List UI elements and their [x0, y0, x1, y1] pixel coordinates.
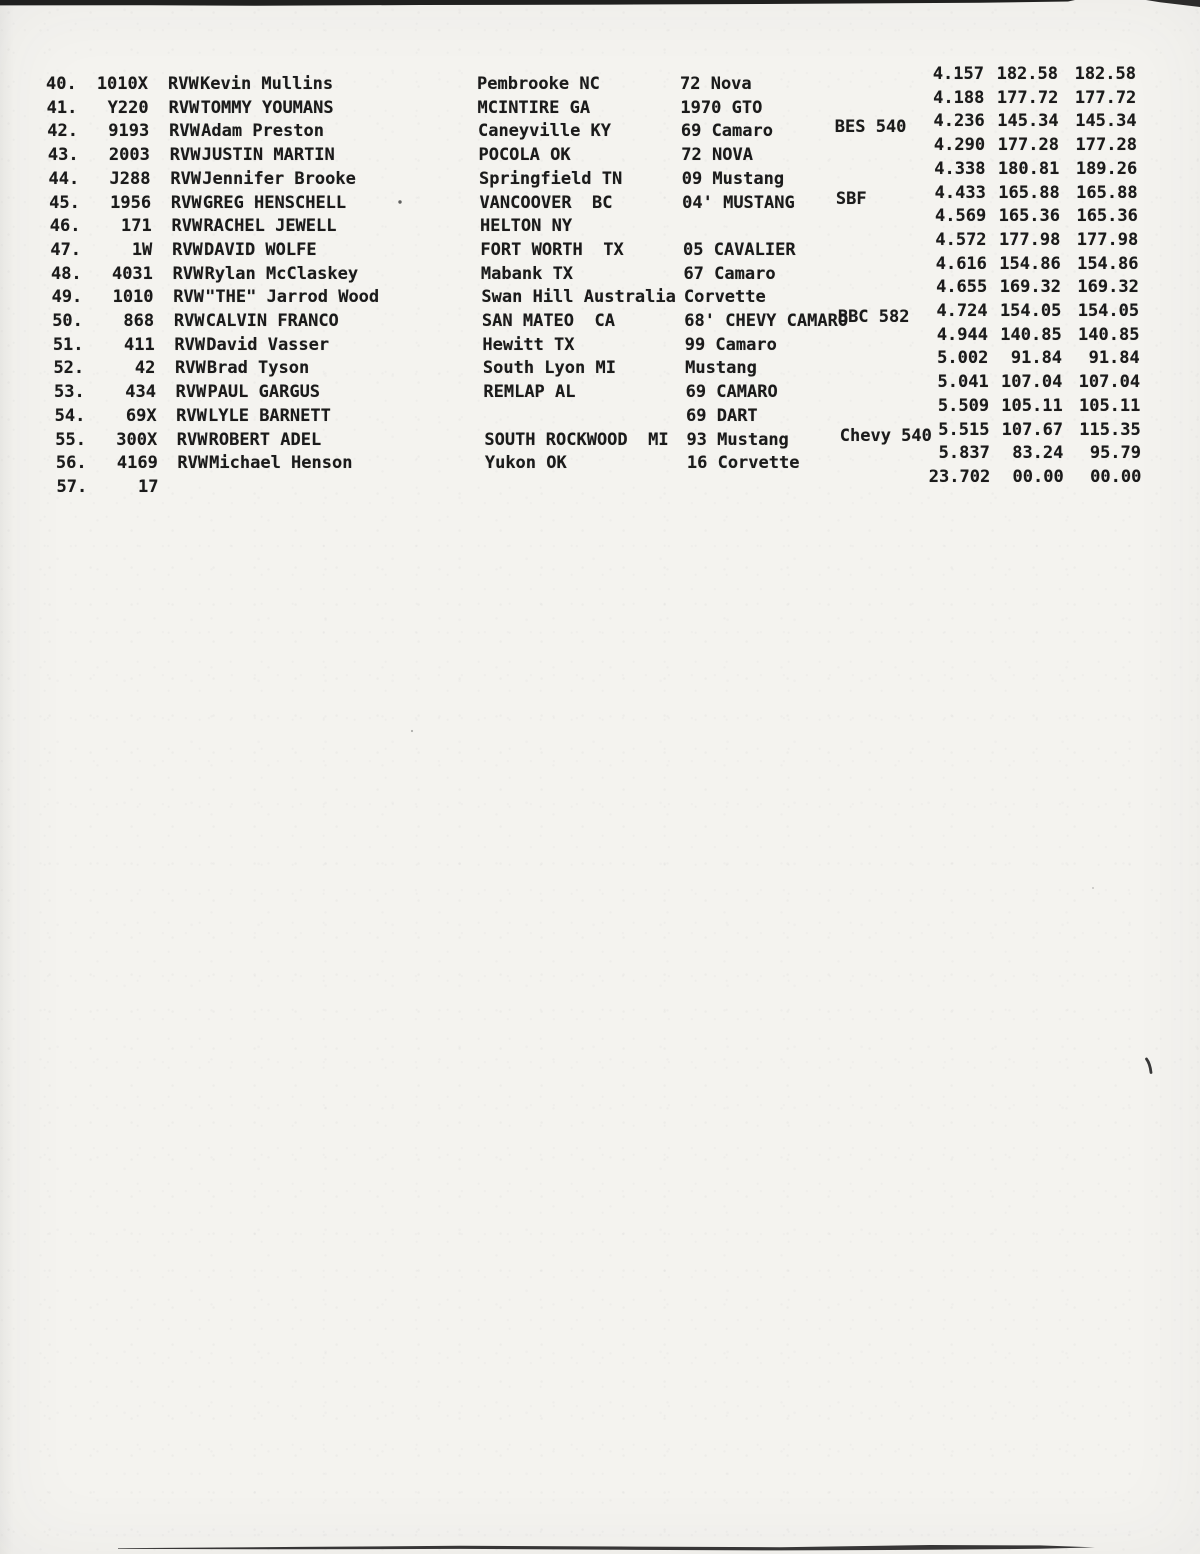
car-number-cell: 434	[125, 382, 156, 403]
driver-cell: LYLE BARNETT	[208, 405, 331, 426]
et-cell: 4.433	[934, 182, 986, 203]
driver-cell: CALVIN FRANCO	[205, 311, 339, 331]
mph-cell: 140.85	[1000, 324, 1062, 345]
car-cell: 67 Camaro	[683, 263, 776, 284]
engine-cell: SBF	[835, 188, 867, 209]
car-number-cell: 1956	[110, 192, 152, 213]
et-cell: 4.157	[932, 64, 984, 84]
city-cell: Swan Hill Australia	[481, 287, 676, 308]
class-cell: RVW	[170, 168, 202, 189]
city-cell: HELTON NY	[479, 216, 573, 237]
car-number-cell: 868	[123, 311, 155, 331]
best-mph-cell: 165.36	[1076, 206, 1138, 227]
mph-cell: 177.28	[997, 135, 1059, 156]
class-cell: RVW	[172, 263, 204, 284]
mph-cell: 91.84	[1010, 348, 1063, 369]
mph-cell: 154.05	[999, 301, 1062, 321]
et-cell: 4.338	[934, 158, 986, 179]
best-mph-cell: 145.34	[1075, 111, 1137, 132]
driver-cell: GREG HENSCHELL	[202, 192, 347, 213]
city-cell: SAN MATEO CA	[481, 311, 615, 331]
class-cell: RVW	[168, 74, 199, 94]
city-cell: POCOLA OK	[478, 145, 571, 166]
car-number-cell: 2003	[108, 145, 150, 166]
city-cell: Yukon OK	[484, 453, 567, 474]
car-number-cell: 42	[134, 358, 156, 379]
et-cell: 5.515	[938, 419, 990, 440]
city-cell: SOUTH ROCKWOOD MI	[484, 429, 669, 450]
rank-cell: 50.	[52, 311, 83, 331]
class-cell: RVW	[169, 121, 200, 142]
class-cell: RVW	[171, 216, 203, 237]
rank-cell: 44.	[48, 168, 80, 189]
mph-cell: 105.11	[1001, 395, 1063, 416]
rank-cell: 52.	[53, 358, 85, 379]
mph-cell: 180.81	[997, 158, 1060, 179]
rank-cell: 57.	[56, 476, 88, 497]
car-cell: 68' CHEVY CAMARO	[684, 311, 849, 331]
driver-cell: "THE" Jarrod Wood	[205, 287, 380, 308]
class-cell: RVW	[177, 453, 209, 474]
et-cell: 4.944	[936, 324, 988, 345]
driver-cell: ROBERT ADEL	[208, 429, 322, 450]
car-number-cell: Y220	[107, 97, 149, 118]
mph-cell: 83.24	[1012, 443, 1064, 464]
rank-cell: 48.	[50, 263, 82, 284]
rank-cell: 53.	[54, 382, 85, 403]
et-cell: 4.236	[933, 111, 985, 132]
class-cell: RVW	[173, 311, 205, 331]
et-cell: 23.702	[928, 466, 991, 487]
city-cell: Pembrooke NC	[477, 74, 600, 94]
class-cell: RVW	[170, 192, 202, 213]
best-mph-cell: 95.79	[1089, 443, 1142, 464]
car-cell: 72 Nova	[680, 74, 752, 94]
et-cell: 4.616	[935, 253, 987, 274]
best-mph-cell: 00.00	[1090, 466, 1142, 487]
mph-cell: 177.98	[998, 229, 1061, 250]
et-cell: 5.509	[937, 395, 990, 416]
car-cell: 05 CAVALIER	[683, 239, 796, 260]
et-cell: 5.041	[937, 372, 989, 393]
driver-cell: JUSTIN MARTIN	[201, 145, 335, 166]
car-cell: 69 CAMARO	[685, 382, 778, 403]
best-mph-cell: 177.72	[1074, 87, 1137, 108]
driver-cell: Adam Preston	[201, 121, 324, 142]
best-mph-cell: 154.86	[1077, 253, 1139, 274]
class-cell: RVW	[176, 429, 208, 450]
city-cell: MCINTIRE GA	[477, 97, 591, 118]
mph-cell: 00.00	[1012, 466, 1064, 487]
et-cell: 5.002	[937, 348, 989, 369]
class-cell: RVW	[174, 334, 206, 355]
driver-cell: DAVID WOLFE	[204, 239, 317, 260]
driver-cell: PAUL GARGUS	[207, 382, 321, 403]
city-cell: Mabank TX	[480, 263, 574, 284]
city-cell: Springfield TN	[478, 168, 623, 189]
engine-cell: BBC 582	[837, 307, 910, 327]
mph-cell: 145.34	[997, 111, 1059, 132]
car-cell: 93 Mustang	[686, 429, 789, 450]
car-cell: Mustang	[685, 358, 757, 379]
rank-cell: 49.	[51, 287, 83, 308]
best-mph-cell: 177.28	[1075, 135, 1137, 156]
car-number-cell: 1010X	[96, 74, 148, 94]
driver-cell: Jennifer Brooke	[202, 168, 356, 189]
engine-cell: Chevy 540	[839, 425, 932, 446]
rank-cell: 51.	[52, 334, 84, 355]
et-cell: 4.569	[935, 206, 987, 227]
class-cell: RVW	[169, 145, 201, 166]
car-number-cell: 4031	[111, 263, 153, 284]
car-number-cell: 411	[124, 334, 155, 355]
city-cell: South Lyon MI	[482, 358, 616, 379]
rank-cell: 42.	[47, 121, 78, 142]
class-cell: RVW	[175, 358, 206, 379]
car-number-cell: 17	[137, 476, 159, 497]
mph-cell: 182.58	[996, 64, 1058, 84]
et-cell: 4.572	[935, 229, 987, 250]
best-mph-cell: 182.58	[1074, 64, 1136, 84]
best-mph-cell: 105.11	[1078, 395, 1141, 416]
engine-cell: BES 540	[834, 117, 907, 138]
class-cell: RVW	[175, 382, 207, 403]
class-cell: RVW	[176, 405, 207, 426]
rank-cell: 56.	[55, 453, 87, 474]
et-cell: 4.724	[936, 301, 988, 321]
car-number-cell: J288	[109, 168, 151, 189]
driver-cell: Brad Tyson	[206, 358, 310, 379]
rank-cell: 55.	[55, 429, 87, 450]
et-cell: 4.655	[936, 277, 988, 298]
mph-cell: 107.67	[1001, 419, 1064, 440]
car-number-cell: 171	[120, 216, 152, 237]
et-cell: 4.188	[933, 87, 985, 108]
rank-cell: 40.	[46, 74, 77, 94]
class-cell: RVW	[172, 239, 203, 260]
driver-cell: Michael Henson	[209, 453, 353, 474]
car-cell: 99 Camaro	[684, 334, 777, 355]
class-cell: RVW	[173, 287, 204, 308]
best-mph-cell: 169.32	[1077, 277, 1139, 298]
car-number-cell: 4169	[116, 453, 158, 474]
driver-cell: TOMMY YOUMANS	[200, 97, 334, 118]
driver-cell: Kevin Mullins	[200, 74, 334, 94]
car-cell: 69 DART	[686, 405, 758, 426]
city-cell: REMLAP AL	[483, 382, 576, 403]
et-cell: 5.837	[938, 443, 990, 464]
car-cell: 04' MUSTANG	[682, 192, 795, 213]
rank-cell: 41.	[46, 97, 78, 118]
car-cell: 09 Mustang	[681, 168, 785, 189]
city-cell: Caneyville KY	[477, 121, 612, 142]
car-cell: 1970 GTO	[680, 97, 763, 118]
mph-cell: 165.36	[998, 206, 1061, 227]
car-cell: 16 Corvette	[686, 453, 800, 474]
table-row	[0, 466, 1200, 500]
car-number-cell: 1010	[112, 287, 154, 308]
driver-cell: Rylan McClaskey	[204, 263, 359, 284]
mph-cell: 107.04	[1000, 372, 1063, 393]
city-cell: VANCOOVER BC	[479, 192, 613, 213]
car-cell: 69 Camaro	[680, 121, 773, 142]
car-cell: Corvette	[683, 287, 766, 308]
rank-cell: 45.	[49, 192, 80, 213]
best-mph-cell: 115.35	[1079, 419, 1141, 440]
best-mph-cell: 165.88	[1076, 182, 1138, 203]
car-number-cell: 1W	[131, 239, 153, 260]
mph-cell: 165.88	[998, 182, 1060, 203]
mph-cell: 154.86	[999, 253, 1061, 274]
car-cell: 72 NOVA	[681, 145, 753, 166]
et-cell: 4.290	[933, 135, 986, 156]
mph-cell: 177.72	[996, 87, 1059, 108]
city-cell: Hewitt TX	[482, 334, 575, 355]
driver-cell: David Vasser	[206, 334, 330, 355]
best-mph-cell: 177.98	[1076, 229, 1139, 250]
driver-cell: RACHEL JEWELL	[203, 216, 337, 237]
rank-cell: 46.	[49, 216, 81, 237]
rank-cell: 43.	[47, 145, 79, 166]
rank-cell: 54.	[54, 405, 86, 426]
city-cell: FORT WORTH TX	[480, 239, 624, 260]
car-number-cell: 69X	[125, 405, 157, 426]
car-number-cell: 9193	[108, 121, 150, 142]
car-number-cell: 300X	[116, 429, 158, 450]
rank-cell: 47.	[50, 239, 82, 260]
best-mph-cell: 107.04	[1078, 372, 1141, 393]
best-mph-cell: 189.26	[1075, 158, 1138, 179]
best-mph-cell: 154.05	[1077, 301, 1140, 321]
class-cell: RVW	[168, 97, 200, 118]
mph-cell: 169.32	[999, 277, 1062, 298]
best-mph-cell: 140.85	[1078, 324, 1140, 345]
best-mph-cell: 91.84	[1088, 348, 1140, 369]
